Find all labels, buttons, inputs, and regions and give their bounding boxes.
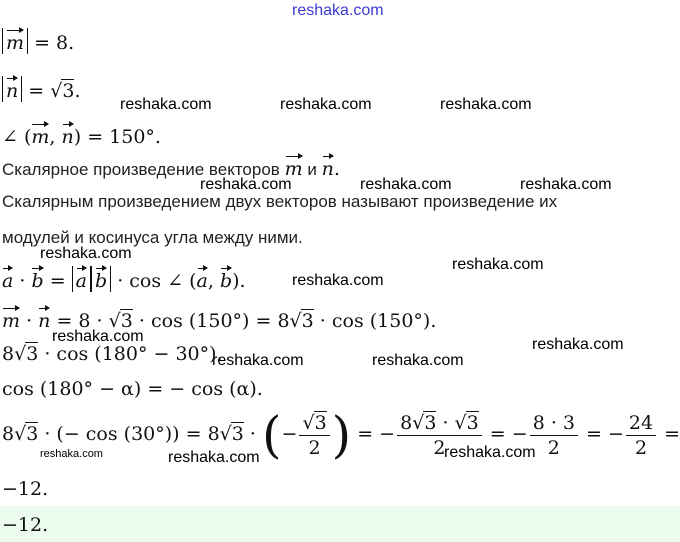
given-angle: ∠ (m, n) = 150°. [2, 122, 161, 148]
watermark: reshaka.com [40, 245, 132, 262]
watermark: reshaka.com [52, 328, 144, 345]
definition-line-1: Скалярным произведением двух векторов называют произведение их [2, 192, 558, 211]
given-n-modulus: n = √3. [2, 76, 81, 102]
cos-identity: cos (180° − α) = − cos (α). [2, 378, 263, 400]
watermark: reshaka.com [280, 96, 372, 113]
watermark: reshaka.com [40, 448, 103, 460]
watermark: reshaka.com [520, 176, 612, 193]
watermark: reshaka.com [360, 176, 452, 193]
given-m-modulus: m = 8. [2, 28, 74, 54]
watermark: reshaka.com [168, 449, 260, 466]
watermark: reshaka.com [372, 352, 464, 369]
watermark: reshaka.com [452, 256, 544, 273]
watermark: reshaka.com [444, 444, 536, 461]
watermark: reshaka.com [532, 336, 624, 353]
step-3-result: −12. [2, 478, 49, 500]
watermark: reshaka.com [292, 272, 384, 289]
dot-product-formula: a · b = a b · cos ∠ (a, b). [2, 266, 246, 292]
definition-line-2: модулей и косинуса угла между ними. [2, 228, 303, 247]
watermark: reshaka.com [120, 96, 212, 113]
step-1: m · n = 8 · √3 · cos (150°) = 8√3 · cos (150°). [2, 306, 436, 332]
watermark: reshaka.com [440, 96, 532, 113]
answer-value: −12. [2, 514, 49, 536]
task-text: Скалярное произведение векторов m и n. [2, 154, 340, 180]
watermark: reshaka.com [212, 352, 304, 369]
step-2: 8√3 · cos (180° − 30°). [2, 343, 223, 365]
watermark-top: reshaka.com [292, 2, 384, 19]
watermark: reshaka.com [200, 176, 292, 193]
step-3: 8√3 · (− cos (30°)) = 8√3 · (− $\frac{√3}{2}$ ) = − $\frac{8√3 \cdot √3}{2}$ = − $\frac{8 \cdot 3}{2}$ = − $\frac{24}{2}$ = [2, 406, 680, 464]
answer-box [0, 506, 680, 542]
